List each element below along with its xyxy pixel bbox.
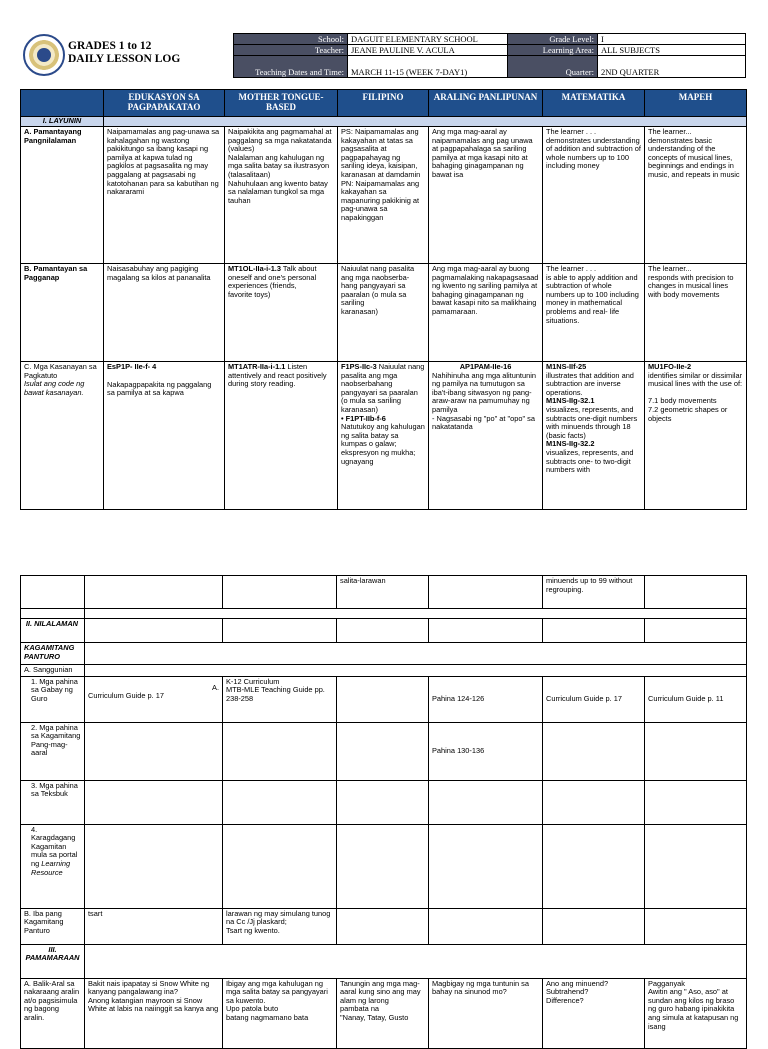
col-header-ap: ARALING PANLIPUNAN (429, 90, 543, 117)
lesson-log-header (20, 33, 746, 79)
cell-a-mt: Naipakikita ang pagmamahal at paggalang sa mga nakatatanda (values) Nalalaman ang kahulugan ng mga salita batay sa ilustrasyon (talasalitaan) Nahuhulaan ang kwento batay sa nalalaman tungkol sa mga tauhan (225, 127, 338, 264)
nilalaman-math (543, 619, 645, 643)
cell-c-mt-text: Listen attentively and react positively during story reading. (228, 362, 327, 389)
ref4-mapeh (645, 824, 747, 908)
ref4-filipino (337, 824, 429, 908)
ref1-esp-text: Curriculum Guide p. 17 (88, 691, 164, 701)
cell-a-filipino: PS: Naipamamalas ang kakayahan at tatas sa pagsasalita at pagpapahayag ng sariling ideya, kaisipan, karanasan at damdamin PN: Naipamamalas ang kakayahan sa mapanuring pakikinig at pag-unawa sa napakinggan (338, 127, 429, 264)
ref3-math (543, 780, 645, 824)
cell-b-filipino: Naiuulat nang pasalita ang mga naobserba- hang pangyayari sa paaralan (o mula sa sariling karanasan) (338, 264, 429, 362)
iba-mt: larawan ng may simulang tunog na Cc /Jj plaskard; Tsart ng kwento. (223, 908, 337, 944)
title-line-2: DAILY LESSON LOG (68, 53, 181, 65)
col-header-math: MATEMATIKA (543, 90, 645, 117)
cell-c-math-text-3: visualizes, represents, and subtracts one- to two-digit numbers with (546, 447, 634, 475)
nilalaman-ap (429, 619, 543, 643)
ref2-mt (223, 722, 337, 780)
lesson-procedure-table (20, 575, 747, 1049)
cell-b-mt-code: MT1OL-IIa-i-1.3 (228, 264, 281, 273)
pamamaraan-heading: III. PAMAMARAAN (21, 944, 85, 978)
cont-math: minuends up to 99 without regrouping. (543, 576, 645, 609)
area-value: ALL SUBJECTS (598, 45, 746, 56)
cell-c-ap-code: AP1PAM-IIe-16 (459, 362, 512, 371)
pamamaraan-band (85, 944, 747, 978)
iba-esp: tsart (85, 908, 223, 944)
dates-value: MARCH 11-15 (WEEK 7-DAY1) (348, 56, 508, 78)
cell-b-esp: Naisasabuhay ang pagiging magalang sa kilos at pananalita (104, 264, 225, 362)
grade-label: Grade Level: (508, 34, 598, 45)
balik-ap: Magbigay ng mga tuntunin sa bahay na sinunod mo? (429, 978, 543, 1048)
quarter-label: Quarter: (508, 56, 598, 78)
kasanayan-label: C. Mga Kasanayan sa Pagkatuto (24, 362, 97, 380)
lesson-objectives-table (20, 89, 747, 510)
balik-esp: Bakit nais ipapatay si Snow White ng kanyang pangalawang ina? Anong katangian mayroon si Snow White at labis na naiinggit sa kanya ang (85, 978, 223, 1048)
ref2-esp (85, 722, 223, 780)
ref1-mt: K-12 Curriculum MTB-MLE Teaching Guide pp. 238-258 (223, 676, 337, 722)
cell-c-mapeh-text: identifies similar or dissimilar musical lines with the use of: 7.1 body movements 7.2 geometric shapes or objects (648, 370, 743, 423)
title-line-1: GRADES 1 to 12 (68, 40, 152, 52)
grade-value: I (598, 34, 746, 45)
iba-math (543, 908, 645, 944)
quarter-value: 2ND QUARTER (598, 56, 746, 78)
cell-c-fil-code-1: F1PS-IIc-3 (341, 362, 377, 371)
cell-c-ap-text: Nahihinuha ang mga alituntunin ng pamilya na tumutugon sa iba't-ibang sitwasyon ng pang-araw-araw na pamumuhay ng pamilya - Nagsasabi ng "po" at "opo" sa nakatatanda (432, 370, 536, 432)
cell-b-math: The learner . . . is able to apply addition and subtraction of whole numbers up to 100 including money in mathematical problems and real- life situations. (543, 264, 645, 362)
ref1-esp-mark: A. (212, 682, 219, 692)
ref4-esp (85, 824, 223, 908)
layunin-band (104, 117, 747, 127)
col-header-esp: EDUKASYON SA PAGPAPAKATAO (104, 90, 225, 117)
ref2-filipino (337, 722, 429, 780)
corner-header (21, 90, 104, 117)
iba-label: B. Iba pang Kagamitang Panturo (21, 908, 85, 944)
cell-c-esp-code: EsP1P- IIe-f- 4 (107, 362, 157, 371)
cell-c-ap (429, 362, 543, 510)
ref1-label: 1. Mga pahina sa Gabay ng Guro (21, 676, 85, 722)
ref1-esp (85, 676, 223, 722)
iba-ap (429, 908, 543, 944)
cell-b-mt-end: favorite toys) (228, 289, 271, 299)
log-title (68, 40, 180, 66)
cell-b-mt (225, 264, 338, 362)
cell-c-math-text-1: illustrates that addition and subtraction are inverse operations. (546, 370, 634, 397)
school-label: School: (234, 34, 348, 45)
ref1-ap: Pahina 124-126 (429, 676, 543, 722)
cell-b-ap: Ang mga mag-aaral ay buong pagmamalaking nakapagsasaad ng kwento ng sariling pamilya at bahaging ginagampanan ng bawat kasapi nito sa malikhaing pamamaraan. (429, 264, 543, 362)
ref4-mt (223, 824, 337, 908)
cell-a-mapeh: The learner... demonstrates basic understanding of the concepts of musical lines, beginnings and endings in music, and repeats in music (645, 127, 747, 264)
cell-c-mapeh (645, 362, 747, 510)
cell-a-esp: Naipamamalas ang pag-unawa sa kahalagahan ng wastong pakikitungo sa ibang kasapi ng pamilya at kapwa tulad ng pagkilos at pagsasalita ng may paggalang at pagsasabi ng katotohanan para sa kabutihan ng nakararami (104, 127, 225, 264)
kasanayan-label-cell (21, 362, 104, 510)
cell-c-math-code-3: M1NS-IIg-32.2 (546, 439, 595, 449)
header-info-table (233, 33, 746, 78)
cell-c-math-text-2: visualizes, represents, and subtracts one-digit numbers with minuends through 18 (basic facts) (546, 404, 638, 440)
balik-math: Ano ang minuend? Subtrahend? Difference? (543, 978, 645, 1048)
ref2-ap: Pahina 130-136 (429, 722, 543, 780)
cell-c-fil-code-2: • F1PT-IIb-f-6 (341, 413, 386, 423)
cell-c-esp-text: Nakapagpapakita ng paggalang sa pamilya at sa kapwa (107, 379, 212, 398)
cell-a-math: The learner . . . demonstrates understanding of addition and subtraction of whole numbers up to 100 including money (543, 127, 645, 264)
ref4-label-ital: Learning Resource (31, 858, 71, 877)
cont-esp (85, 576, 223, 609)
cont-mapeh (645, 576, 747, 609)
cell-c-mt (225, 362, 338, 510)
nilalaman-heading: II. NILALAMAN (21, 619, 85, 643)
cont-filipino: salita-larawan (337, 576, 429, 609)
ref4-label-cell (21, 824, 85, 908)
ref2-label: 2. Mga pahina sa Kagamitang Pang-mag-aaral (21, 722, 85, 780)
ref2-mapeh (645, 722, 747, 780)
cell-a-ap: Ang mga mag-aaral ay naipamamalas ang pag unawa at pagpapahalaga sa sariling pamilya at mga kasapi nito at bahaging ginagampanan ng bawat isa (429, 127, 543, 264)
sanggunian-label: A. Sanggunian (21, 665, 85, 677)
cell-c-filipino (338, 362, 429, 510)
pamantayan-sa-pagganap-label: B. Pamantayan sa Pagganap (21, 264, 104, 362)
ref1-filipino (337, 676, 429, 722)
balik-filipino: Tanungin ang mga mag-aaral kung sino ang may alam ng larong pambata na "Nanay, Tatay, Gusto (337, 978, 429, 1048)
kagamitan-heading: KAGAMITANG PANTURO (21, 643, 85, 665)
balik-label: A. Balik-Aral sa nakaraang aralin at/o pagsisimula ng bagong aralin. (21, 978, 85, 1048)
kagamitan-band (85, 643, 747, 665)
nilalaman-mapeh (645, 619, 747, 643)
school-value: DAGUIT ELEMENTARY SCHOOL (348, 34, 508, 45)
deped-seal-icon (23, 34, 65, 76)
iba-mapeh (645, 908, 747, 944)
cell-c-esp (104, 362, 225, 510)
pamantayang-pangnilalaman-label: A. Pamantayang Pangnilalaman (21, 127, 104, 264)
teacher-label: Teacher: (234, 45, 348, 56)
cell-b-mapeh: The learner... responds with precision to changes in musical lines with body movements (645, 264, 747, 362)
ref3-esp (85, 780, 223, 824)
cont-ap (429, 576, 543, 609)
cell-c-mt-code: MT1ATR-IIa-i-1.1 (228, 362, 286, 371)
nilalaman-mt (223, 619, 337, 643)
layunin-heading: I. LAYUNIN (21, 117, 104, 127)
spacer-row-label (21, 609, 85, 619)
ref4-label: 4. Karagdagang Kagamitan mula sa portal ng (31, 824, 78, 868)
ref3-ap (429, 780, 543, 824)
cell-c-fil-text-1: Naiuulat nang pasalita ang mga naobserbahang pangyayari sa paaralan (o mula sa sariling karanasan) (341, 362, 425, 414)
ref3-mt (223, 780, 337, 824)
cell-c-mapeh-code: MU1FO-IIe-2 (648, 362, 692, 371)
col-header-filipino: FILIPINO (338, 90, 429, 117)
nilalaman-esp (85, 619, 223, 643)
cell-b-mt-text: Talk about oneself and one's personal experiences (friends, (228, 264, 317, 291)
kasanayan-note: Isulat ang code ng bawat kasanayan. (24, 379, 85, 397)
ref4-ap (429, 824, 543, 908)
cont-label-cell (21, 576, 85, 609)
cell-c-fil-text-2: Natutukoy ang kahulugan ng salita batay sa kumpas o galaw; ekspresyon ng mukha; ugnayang (341, 422, 425, 466)
col-header-mapeh: MAPEH (645, 90, 747, 117)
ref1-math: Curriculum Guide p. 17 (543, 676, 645, 722)
ref3-label: 3. Mga pahina sa Teksbuk (21, 780, 85, 824)
spacer-row (85, 609, 747, 619)
dates-label: Teaching Dates and Time: (234, 56, 348, 78)
sanggunian-band (85, 665, 747, 677)
nilalaman-filipino (337, 619, 429, 643)
ref3-mapeh (645, 780, 747, 824)
cell-c-math-code-2: M1NS-IIg-32.1 (546, 396, 595, 406)
iba-filipino (337, 908, 429, 944)
cont-mt (223, 576, 337, 609)
col-header-mt: MOTHER TONGUE-BASED (225, 90, 338, 117)
cell-c-math (543, 362, 645, 510)
ref2-math (543, 722, 645, 780)
ref4-math (543, 824, 645, 908)
ref1-mapeh: Curriculum Guide p. 11 (645, 676, 747, 722)
balik-mt: Ibigay ang mga kahulugan ng mga salita batay sa pangyayari sa kuwento. Upo patola buto batang nagmamano bata (223, 978, 337, 1048)
area-label: Learning Area: (508, 45, 598, 56)
ref3-filipino (337, 780, 429, 824)
teacher-value: JEANE PAULINE V. ACULA (348, 45, 508, 56)
cell-c-math-code-1: M1NS-IIf-25 (546, 362, 587, 371)
balik-mapeh: Pagganyak Awitin ang " Aso, aso" at sundan ang kilos ng braso ng guro habang ipinakikita ang simula at katapusan ng isang (645, 978, 747, 1048)
